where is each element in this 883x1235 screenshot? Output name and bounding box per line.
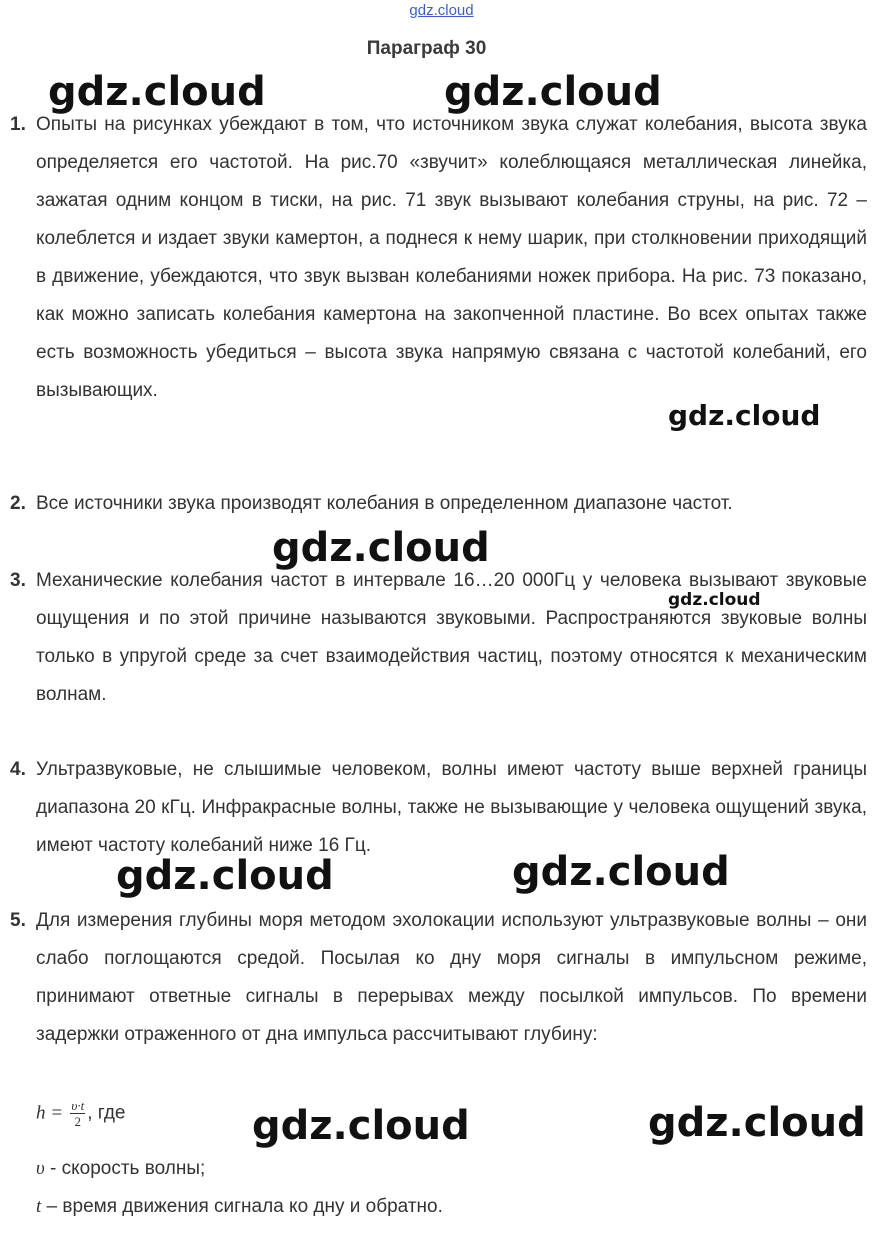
item-text: Опыты на рисунках убеждают в том, что источником звука служат колебания, высота звука определяется его частотой. На рис.70 «звучит» колеблющаяся металлическая линейка, зажатая одним концом в тиски, на рис. 71 звук вызывают колебания струны, на рис. 72 – колеблется и издает звуки камертон, а поднеся к нему шарик, при столкновении приходящий в движение, убеждаются, что звук вызван колебаниями ножек прибора. На рис. 73 показано, как можно записать колебания камертона на закопченной пластине. Во всех опытах также есть возможность убедиться – высота звука напрямую связана с частотой колебаний, его вызывающих.	[36, 114, 867, 401]
list-item	[10, 562, 867, 714]
item-text: Для измерения глубины моря методом эхолокации используют ультразвуковые волны – они слабо поглощаются средой. Посылая ко дну моря сигналы в импульсном режиме, принимают ответные сигналы в перерывах между посылкой импульсов. По времени задержки отраженного от дна импульса рассчитывают глубину:	[36, 910, 867, 1045]
list-item	[10, 485, 867, 523]
watermark: gdz.cloud	[648, 1100, 866, 1146]
item-text: Механические колебания частот в интервале 16…20 000Гц у человека вызывают звуковые ощущения и по этой причине называются звуковыми. Распространяются звуковые волны только в упругой среде за счет взаимодействия частиц, поэтому относятся к механическим волнам.	[36, 570, 867, 705]
watermark: gdz.cloud	[668, 590, 761, 610]
watermark: gdz.cloud	[48, 69, 266, 115]
variable-v-desc: - скорость волны;	[44, 1158, 206, 1179]
page-title: Параграф 30	[366, 38, 487, 59]
item-number: 2.	[10, 493, 26, 514]
list-item	[10, 106, 867, 410]
item-number: 3.	[10, 570, 26, 591]
depth-formula	[36, 1098, 126, 1129]
formula-lhs: h =	[36, 1102, 64, 1124]
formula-numerator: υ·t	[71, 1098, 85, 1113]
formula-denominator: 2	[74, 1114, 82, 1129]
watermark: gdz.cloud	[116, 853, 334, 899]
watermark: gdz.cloud	[252, 1103, 470, 1149]
item-number: 5.	[10, 910, 26, 931]
site-link[interactable]: gdz.cloud	[409, 2, 474, 19]
list-item	[10, 751, 867, 865]
variable-v-symbol: υ	[36, 1158, 45, 1179]
item-text: Все источники звука производят колебания в определенном диапазоне частот.	[36, 493, 733, 514]
variable-t-symbol: t	[36, 1196, 42, 1217]
item-number: 4.	[10, 759, 26, 780]
formula-suffix: , где	[87, 1102, 126, 1124]
item-number: 1.	[10, 114, 26, 135]
watermark: gdz.cloud	[512, 849, 730, 895]
list-item	[10, 902, 867, 1054]
watermark: gdz.cloud	[668, 399, 821, 432]
formula-fraction	[70, 1098, 85, 1129]
variable-t-line	[36, 1196, 443, 1218]
watermark: gdz.cloud	[444, 69, 662, 115]
variable-t-desc: – время движения сигнала ко дну и обратно.	[41, 1196, 443, 1217]
variable-v-line	[36, 1158, 205, 1180]
watermark: gdz.cloud	[272, 525, 490, 571]
item-text: Ультразвуковые, не слышимые человеком, волны имеют частоту выше верхней границы диапазона 20 кГц. Инфракрасные волны, также не вызывающие у человека ощущений звука, имеют частоту колебаний ниже 16 Гц.	[36, 759, 867, 856]
